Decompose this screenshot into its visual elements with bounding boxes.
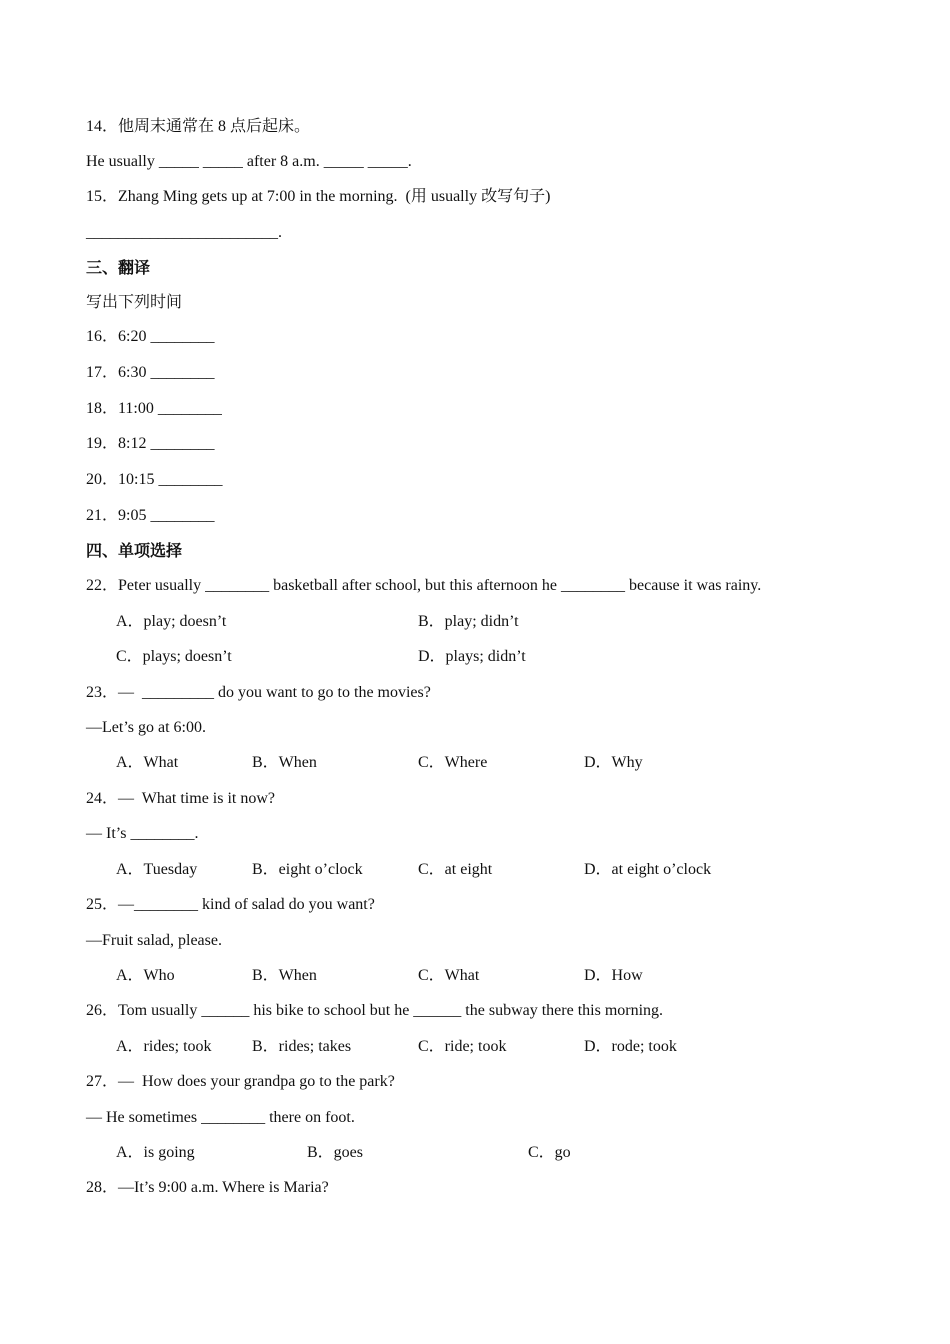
time-item: 17．6:30 ________ [86,364,215,381]
q25-stem: 25．—________ kind of salad do you want? [86,896,375,913]
q24-option-d: D．at eight o’clock [584,861,712,878]
q24-stem: 24．— What time is it now? [86,790,276,807]
q27-reply: — He sometimes ________ there on foot. [86,1109,355,1126]
q22-option-c: C．plays; doesn’t [116,648,232,665]
q26-option-b: B．rides; takes [252,1038,352,1055]
q26-option-a: A．rides; took [116,1038,212,1055]
q27-option-a: A．is going [116,1144,195,1161]
q23-option-b: B．When [252,754,317,771]
q24-reply: — It’s ________. [86,825,199,842]
time-item: 21．9:05 ________ [86,507,215,524]
q26-stem: 26．Tom usually ______ his bike to school but he ______ the subway there this morning. [86,1002,664,1019]
q23-option-d: D．Why [584,754,643,771]
q14-answer-line: He usually _____ _____ after 8 a.m. _____ _____. [86,153,412,170]
q22-option-b: B．play; didn’t [418,613,519,630]
q23-reply: —Let’s go at 6:00. [86,719,206,736]
q24-option-b: B．eight o’clock [252,861,363,878]
q14-prompt: 14．他周末通常在 8 点后起床。 [86,118,311,135]
time-item: 18．11:00 ________ [86,400,222,417]
q22-option-a: A．play; doesn’t [116,613,227,630]
q28-stem: 28．—It’s 9:00 a.m. Where is Maria? [86,1179,329,1196]
section-3-title: 三、翻译 [86,260,151,277]
q25-option-a: A．Who [116,967,175,984]
q25-reply: —Fruit salad, please. [86,932,222,949]
q27-stem: 27．— How does your grandpa go to the park? [86,1073,395,1090]
q26-option-d: D．rode; took [584,1038,677,1055]
q15-prompt: 15．Zhang Ming gets up at 7:00 in the morning. (用 usually 改写句子) [86,188,551,205]
time-item: 20．10:15 ________ [86,471,223,488]
time-item: 19．8:12 ________ [86,435,215,452]
q23-option-a: A．What [116,754,179,771]
time-item: 16．6:20 ________ [86,328,215,345]
q25-option-d: D．How [584,967,643,984]
q25-option-c: C．What [418,967,480,984]
section-3-instruction: 写出下列时间 [86,294,183,311]
q25-option-b: B．When [252,967,317,984]
q23-option-c: C．Where [418,754,488,771]
q27-option-c: C．go [528,1144,571,1161]
section-4-title: 四、单项选择 [86,543,183,560]
q23-stem: 23．— _________ do you want to go to the movies? [86,684,431,701]
q24-option-c: C．at eight [418,861,493,878]
q27-option-b: B．goes [307,1144,364,1161]
q22-option-d: D．plays; didn’t [418,648,526,665]
q15-answer-line: ________________________. [86,224,282,241]
q24-option-a: A．Tuesday [116,861,198,878]
q26-option-c: C．ride; took [418,1038,507,1055]
q22-stem: 22．Peter usually ________ basketball after school, but this afternoon he ________ because it was rainy. [86,577,762,594]
